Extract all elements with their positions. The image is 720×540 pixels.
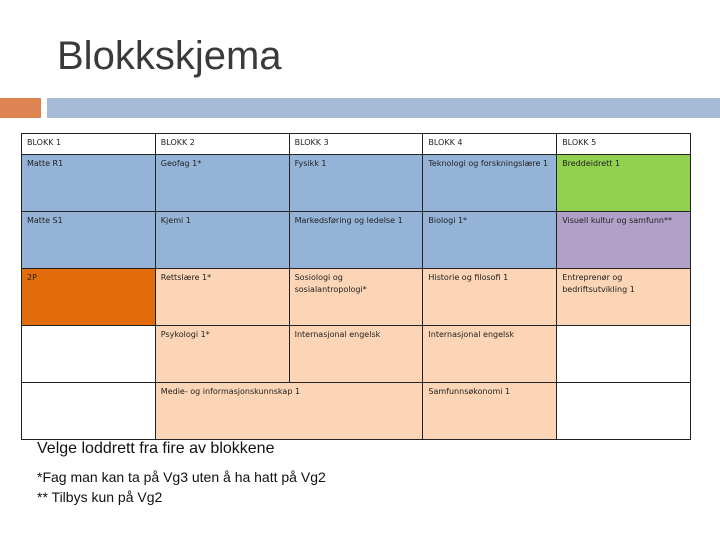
table-cell: Samfunnsøkonomi 1 <box>423 383 557 440</box>
table-cell: Sosiologi og sosialantropologi* <box>289 269 423 326</box>
instruction-text: Velge loddrett fra fire av blokkene <box>37 440 275 457</box>
accent-bar-orange <box>0 98 41 118</box>
table-cell: Entreprenør og bedriftsutvikling 1 <box>557 269 691 326</box>
table-cell <box>557 326 691 383</box>
table-cell: 2P <box>22 269 156 326</box>
block-schedule-table <box>21 133 691 440</box>
table-cell: Teknologi og forskningslære 1 <box>423 155 557 212</box>
table-cell <box>22 383 156 440</box>
table-cell <box>22 326 156 383</box>
table-cell: Medie- og informasjonskunnskap 1 <box>155 383 423 440</box>
accent-bar-blue <box>47 98 720 118</box>
header-blokk-2: BLOKK 2 <box>155 134 289 155</box>
table-cell: Geofag 1* <box>155 155 289 212</box>
table-row <box>22 212 691 269</box>
table-cell: Kjemi 1 <box>155 212 289 269</box>
table-cell: Internasjonal engelsk <box>423 326 557 383</box>
header-blokk-3: BLOKK 3 <box>289 134 423 155</box>
table-cell: Rettslære 1* <box>155 269 289 326</box>
table-cell: Breddeidrett 1 <box>557 155 691 212</box>
table-cell: Matte S1 <box>22 212 156 269</box>
table-cell: Biologi 1* <box>423 212 557 269</box>
table-row <box>22 269 691 326</box>
footnote-vg3: *Fag man kan ta på Vg3 uten å ha hatt på Vg2 <box>37 469 326 485</box>
page-title: Blokkskjema <box>57 34 282 78</box>
table-cell: Internasjonal engelsk <box>289 326 423 383</box>
table-cell: Historie og filosofi 1 <box>423 269 557 326</box>
table-cell: Markedsføring og ledelse 1 <box>289 212 423 269</box>
header-blokk-1: BLOKK 1 <box>22 134 156 155</box>
table-cell: Matte R1 <box>22 155 156 212</box>
table-row <box>22 326 691 383</box>
header-blokk-5: BLOKK 5 <box>557 134 691 155</box>
table-header-row <box>22 134 691 155</box>
table-cell: Psykologi 1* <box>155 326 289 383</box>
header-blokk-4: BLOKK 4 <box>423 134 557 155</box>
table-row <box>22 155 691 212</box>
table-row <box>22 383 691 440</box>
table-cell: Visuell kultur og samfunn** <box>557 212 691 269</box>
footnote-vg2: ** Tilbys kun på Vg2 <box>37 489 163 505</box>
table-cell: Fysikk 1 <box>289 155 423 212</box>
table-cell <box>557 383 691 440</box>
